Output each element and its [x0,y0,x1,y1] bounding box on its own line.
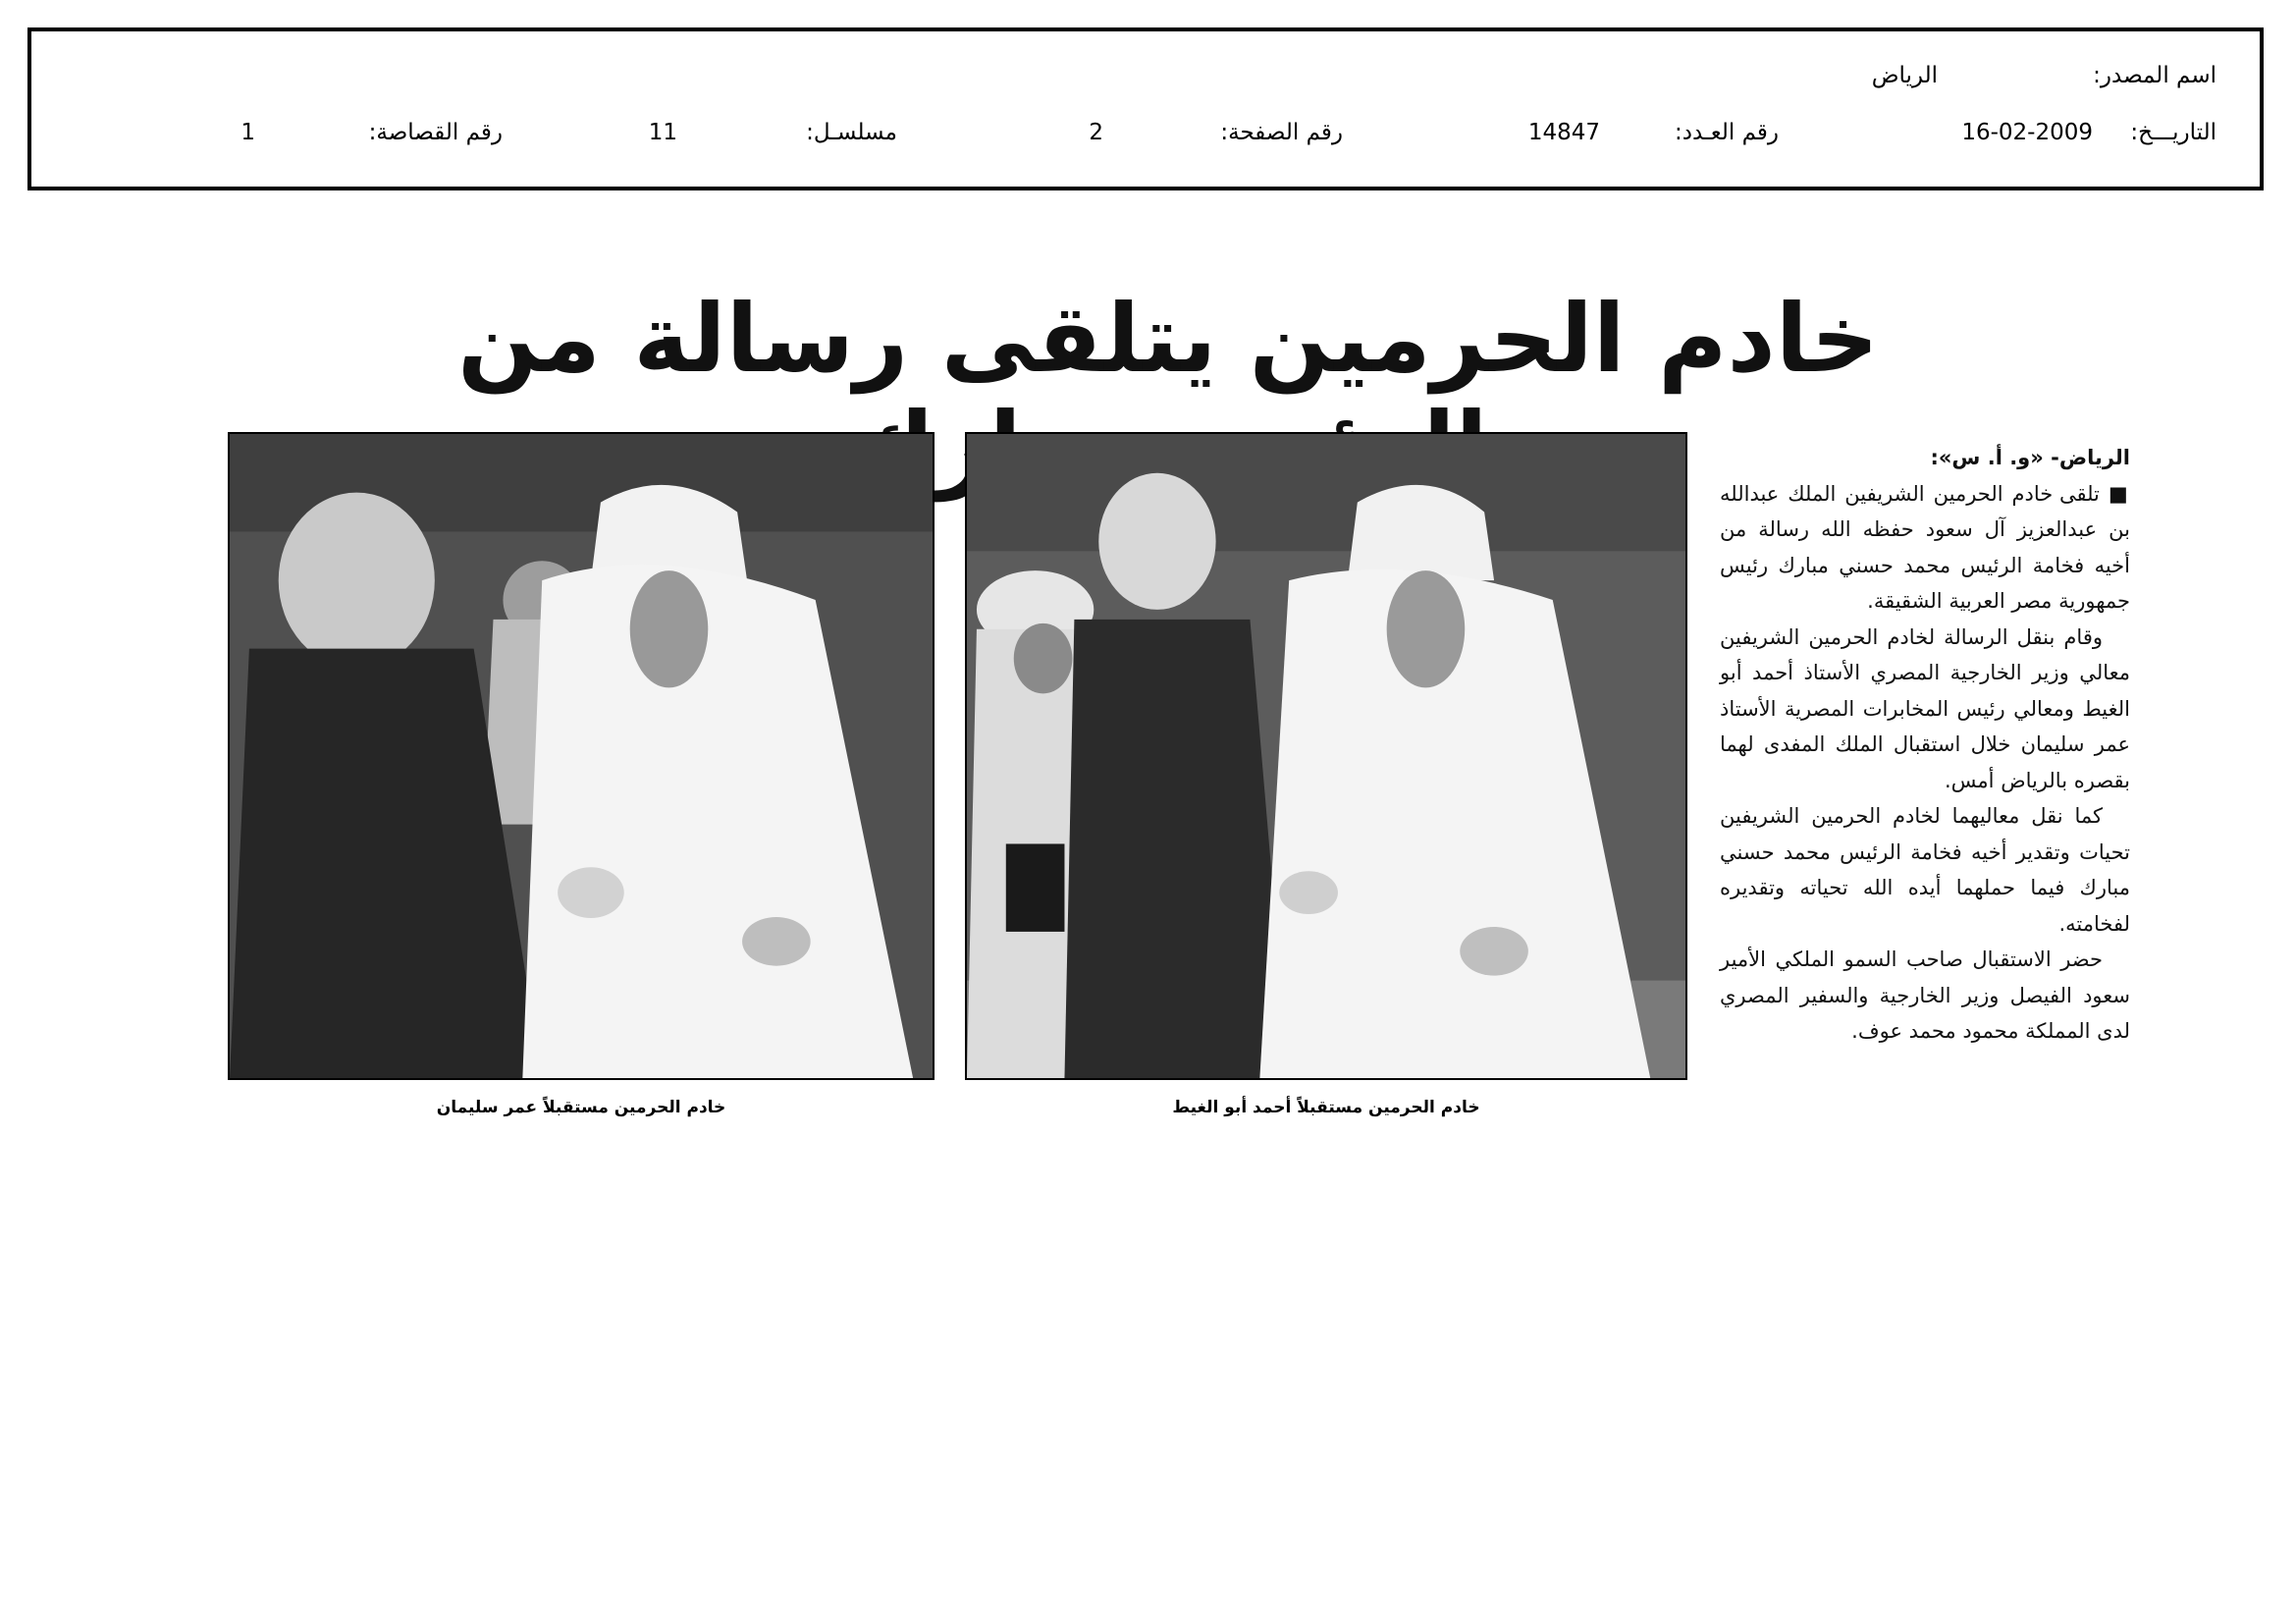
clipping-value: 1 [240,120,255,145]
photo-caption-aboul-gheit: خادم الحرمين مستقبلاً أحمد أبو الغيط [1172,1098,1480,1117]
article-dateline: الرياض- «و. أ. س»: [1930,446,2130,469]
headline: خادم الحرمين يتلقى رسالة من [457,284,1879,394]
photo-caption-omar-suleiman: خادم الحرمين مستقبلاً عمر سليمان [436,1098,726,1117]
article-body [1720,440,2130,1050]
page-label: رقم الصفحة: [1220,120,1343,145]
article-paragraph [1720,476,2130,620]
photo-aboul-gheit-image [967,434,1685,1078]
date-label: التاريـــخ: [2130,120,2216,145]
source-label: اسم المصدر: [2093,63,2216,88]
date-value: 16-02-2009 [1961,120,2093,145]
page-value: 2 [1089,120,1103,145]
issue-value: 14847 [1527,120,1600,145]
photo-omar-suleiman [228,432,934,1080]
source-value: الرياض [1871,63,1938,88]
serial-label: مسلسـل: [806,120,897,145]
clipping-label: رقم القصاصة: [368,120,503,145]
bullet-icon: ■ [2108,481,2130,506]
serial-value: 11 [648,120,677,145]
article-paragraph: وقام بنقل الرسالة لخادم الحرمين الشريفين معالي وزير الخارجية المصري الأستاذ أحمد أبو الغيط ومعالي رئيس المخابرات المصرية الأستاذ عمر سليمان خلال استقبال الملك المفدى لهما بقصره بالرياض أمس. [1720,624,2130,792]
issue-label: رقم العـدد: [1674,120,1779,145]
clipping-info-box [27,27,2264,190]
article-paragraph: كما نقل معاليهما لخادم الحرمين الشريفين تحيات وتقدير أخيه فخامة الرئيس محمد حسني مبارك فيما حملهما أيده الله تحياته وتقديره لفخامته. [1720,804,2130,936]
photo-aboul-gheit [965,432,1687,1080]
article-paragraph-text: تلقى خادم الحرمين الشريفين الملك عبدالله بن عبدالعزيز آل سعود حفظه الله رسالة من أخيه فخامة الرئيس محمد حسني مبارك رئيس جمهورية مصر العربية الشقيقة. [1720,481,2130,613]
article-paragraph: حضر الاستقبال صاحب السمو الملكي الأمير سعود الفيصل وزير الخارجية والسفير المصري لدى المملكة محمود محمد عوف. [1720,947,2130,1043]
photo-omar-suleiman-image [230,434,933,1078]
